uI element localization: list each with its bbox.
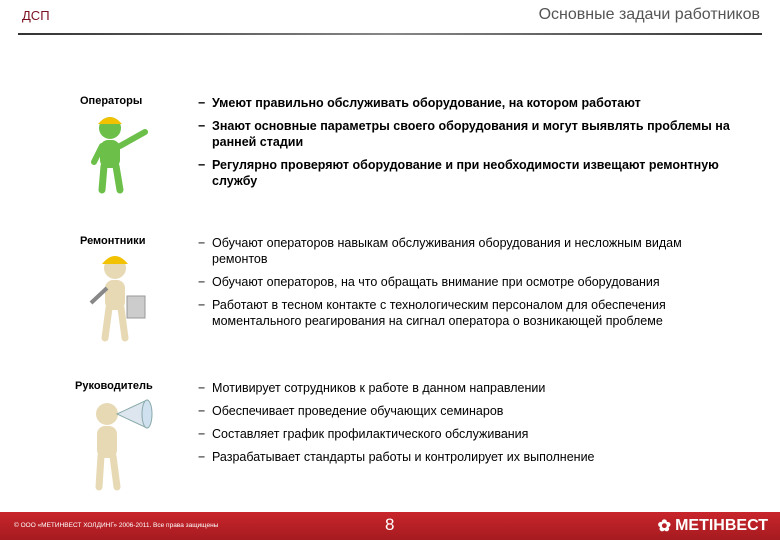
logo-text: МЕТІНВЕСТ [675, 517, 768, 534]
task-item: − Умеют правильно обслуживать оборудование, на котором работают [198, 95, 738, 111]
task-item: − Составляет график профилактического обслуживания [198, 426, 738, 442]
manager-megaphone-figure-icon [85, 392, 165, 492]
task-item: − Знают основные параметры своего оборудования и могут выявлять проблемы на ранней стадии [198, 118, 738, 150]
task-item: − Работают в тесном контакте с технологическим персоналом для обеспечения моментального реагирования на сигнал оператора о возникающей проблеме [198, 297, 738, 329]
section-label: ДСП [22, 8, 50, 23]
task-item: − Обеспечивает проведение обучающих семинаров [198, 403, 738, 419]
logo-emblem-icon: ✿ [657, 518, 672, 535]
manager-task-list [198, 380, 738, 472]
task-item: − Регулярно проверяют оборудование и при необходимости извещают ремонтную службу [198, 157, 738, 189]
page-title: Основные задачи работников [538, 6, 760, 23]
role-manager: Руководитель [75, 380, 153, 392]
repairmen-task-list [198, 235, 738, 336]
task-item: − Разрабатывает стандарты работы и контролирует их выполнение [198, 449, 738, 465]
repairman-figure-icon [85, 248, 150, 343]
header-divider [18, 33, 762, 35]
copyright: © ООО «МЕТИНВЕСТ ХОЛДИНГ» 2006-2011. Все права защищены [14, 522, 219, 529]
role-repairmen: Ремонтники [80, 235, 146, 247]
metinvest-logo [658, 516, 768, 536]
task-item: − Обучают операторов, на что обращать внимание при осмотре оборудования [198, 274, 738, 290]
footer-bar [0, 512, 780, 540]
task-item: − Обучают операторов навыкам обслуживания оборудования и несложным видам ремонтов [198, 235, 738, 267]
operator-figure-icon [90, 110, 150, 195]
task-item: − Мотивирует сотрудников к работе в данном направлении [198, 380, 738, 396]
operators-task-list [198, 95, 738, 196]
page-number: 8 [385, 515, 395, 534]
role-operators: Операторы [80, 95, 143, 107]
